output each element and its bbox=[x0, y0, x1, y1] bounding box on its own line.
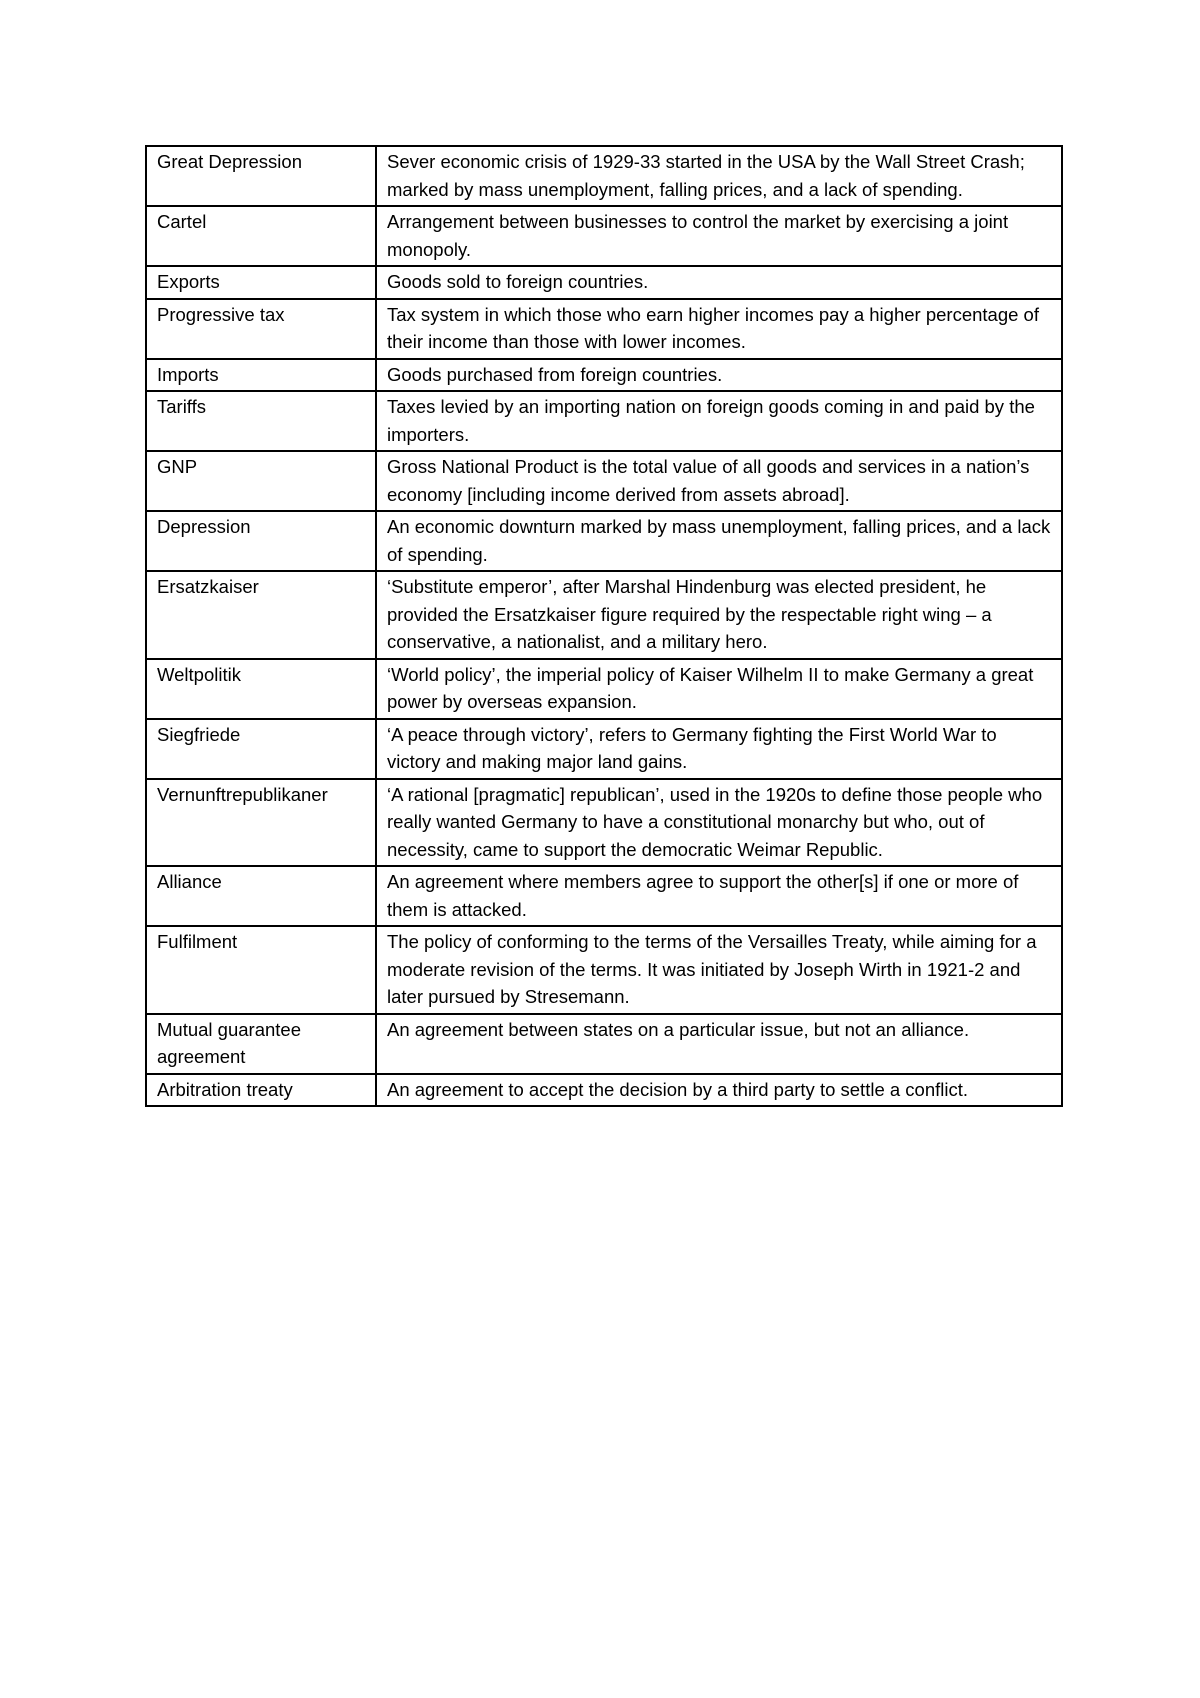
definition-cell: ‘World policy’, the imperial policy of Kaiser Wilhelm II to make Germany a great power by overseas expansion. bbox=[376, 659, 1062, 719]
term-cell: Ersatzkaiser bbox=[146, 571, 376, 659]
definition-cell: Goods purchased from foreign countries. bbox=[376, 359, 1062, 392]
term-cell: Progressive tax bbox=[146, 299, 376, 359]
definition-cell: ‘A peace through victory’, refers to Germany fighting the First World War to victory and making major land gains. bbox=[376, 719, 1062, 779]
table-row bbox=[146, 359, 1062, 392]
term-cell: Cartel bbox=[146, 206, 376, 266]
term-cell: Depression bbox=[146, 511, 376, 571]
definition-cell: An agreement between states on a particular issue, but not an alliance. bbox=[376, 1014, 1062, 1074]
definition-cell: The policy of conforming to the terms of the Versailles Treaty, while aiming for a moderate revision of the terms. It was initiated by Joseph Wirth in 1921-2 and later pursued by Stresemann. bbox=[376, 926, 1062, 1014]
table-row bbox=[146, 866, 1062, 926]
table-row bbox=[146, 451, 1062, 511]
definition-cell: An agreement where members agree to support the other[s] if one or more of them is attacked. bbox=[376, 866, 1062, 926]
table-row bbox=[146, 299, 1062, 359]
definition-cell: ‘A rational [pragmatic] republican’, used in the 1920s to define those people who really wanted Germany to have a constitutional monarchy but who, out of necessity, came to support the democratic Weimar Republic. bbox=[376, 779, 1062, 867]
definition-cell: Arrangement between businesses to control the market by exercising a joint monopoly. bbox=[376, 206, 1062, 266]
definition-cell: An economic downturn marked by mass unemployment, falling prices, and a lack of spending. bbox=[376, 511, 1062, 571]
definition-cell: Taxes levied by an importing nation on foreign goods coming in and paid by the importers. bbox=[376, 391, 1062, 451]
term-cell: GNP bbox=[146, 451, 376, 511]
definition-cell: Goods sold to foreign countries. bbox=[376, 266, 1062, 299]
table-row bbox=[146, 571, 1062, 659]
table-row bbox=[146, 266, 1062, 299]
table-row bbox=[146, 511, 1062, 571]
table-row bbox=[146, 779, 1062, 867]
table-row bbox=[146, 1074, 1062, 1107]
definition-cell: Sever economic crisis of 1929-33 started in the USA by the Wall Street Crash; marked by mass unemployment, falling prices, and a lack of spending. bbox=[376, 146, 1062, 206]
definition-cell: An agreement to accept the decision by a third party to settle a conflict. bbox=[376, 1074, 1062, 1107]
table-row bbox=[146, 659, 1062, 719]
term-cell: Fulfilment bbox=[146, 926, 376, 1014]
definition-cell: ‘Substitute emperor’, after Marshal Hindenburg was elected president, he provided the Ersatzkaiser figure required by the respectable right wing – a conservative, a nationalist, and a military hero. bbox=[376, 571, 1062, 659]
term-cell: Alliance bbox=[146, 866, 376, 926]
table-row bbox=[146, 391, 1062, 451]
table-row bbox=[146, 926, 1062, 1014]
definition-cell: Tax system in which those who earn higher incomes pay a higher percentage of their income than those with lower incomes. bbox=[376, 299, 1062, 359]
term-cell: Imports bbox=[146, 359, 376, 392]
term-cell: Weltpolitik bbox=[146, 659, 376, 719]
table-row bbox=[146, 146, 1062, 206]
term-cell: Exports bbox=[146, 266, 376, 299]
term-cell: Vernunftrepublikaner bbox=[146, 779, 376, 867]
table-row bbox=[146, 206, 1062, 266]
term-cell: Siegfriede bbox=[146, 719, 376, 779]
table-row bbox=[146, 719, 1062, 779]
term-cell: Mutual guarantee agreement bbox=[146, 1014, 376, 1074]
term-cell: Arbitration treaty bbox=[146, 1074, 376, 1107]
table-row bbox=[146, 1014, 1062, 1074]
term-cell: Tariffs bbox=[146, 391, 376, 451]
glossary-table bbox=[145, 145, 1063, 1107]
term-cell: Great Depression bbox=[146, 146, 376, 206]
definition-cell: Gross National Product is the total value of all goods and services in a nation’s economy [including income derived from assets abroad]. bbox=[376, 451, 1062, 511]
